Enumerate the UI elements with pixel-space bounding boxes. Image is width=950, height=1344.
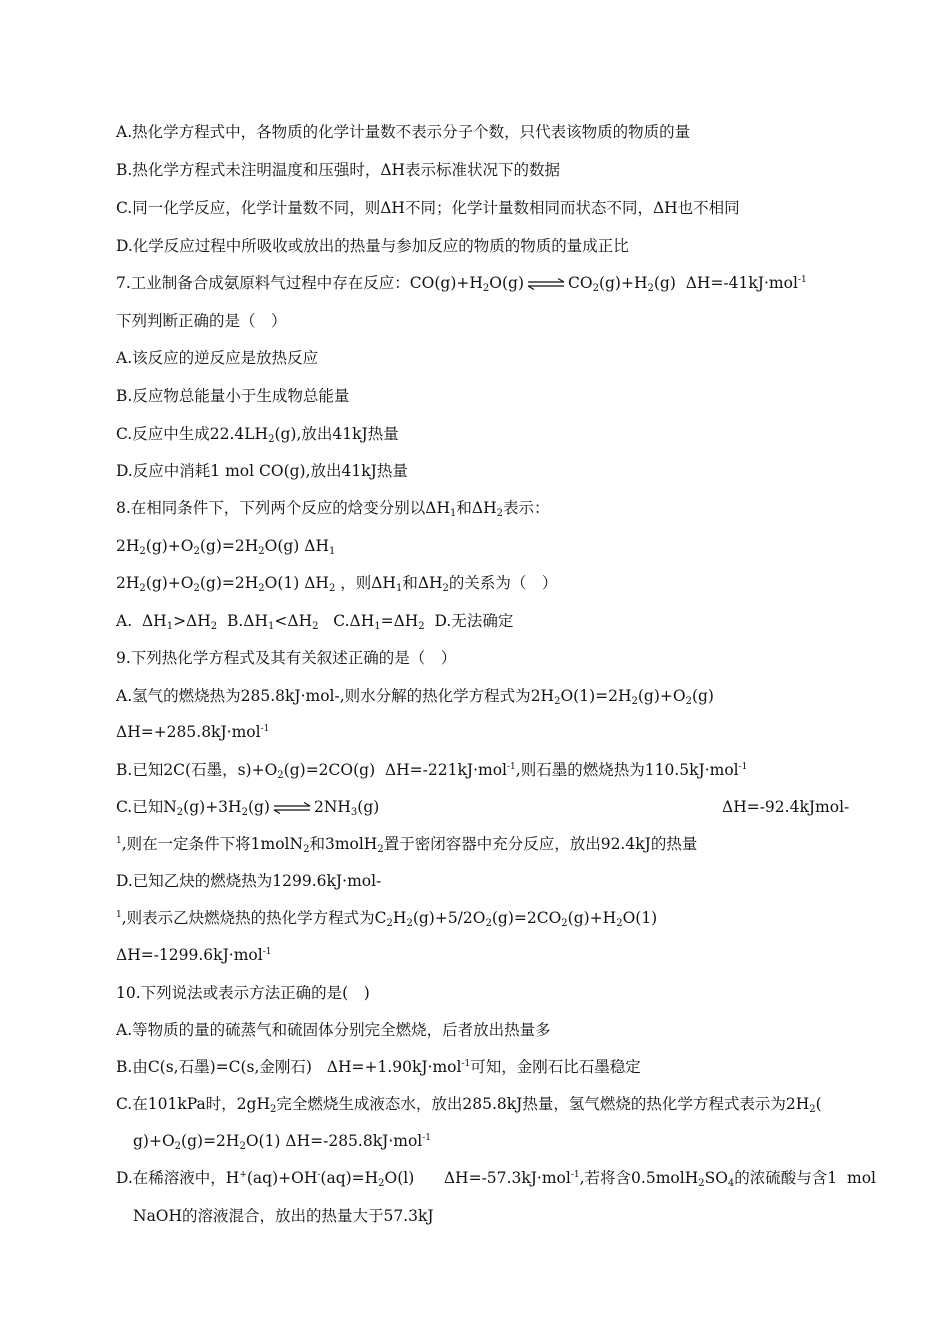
q8-options: A. $\Delta H_1>\Delta H_2$ $B.\Delta H_1<\Delta H_2$ $C.\Delta H_1=\Delta H_2$ D.无法确定 [116,612,514,632]
q7-ask: 下列判断正确的是（ ） [116,312,287,330]
q6-option-c: C.同一化学反应，化学计量数不同，则ΔH不同；化学计量数相同而状态不同，ΔH也不相同 [116,199,740,217]
q9-option-c-dh: ΔH=-92.4kJmol- [722,798,850,816]
q10-option-d: D.在稀溶液中，$H^+(aq)+OH^-(aq)=H_2O(l)$ ΔH=-57.3kJ·mol$^{-1}$,若将含$0.5molH_2SO_4$的浓硫酸与含1 mol [116,1169,876,1189]
q6-option-a: A.热化学方程式中，各物质的化学计量数不表示分子个数，只代表该物质的物质的量 [116,123,691,141]
q6-option-d: D.化学反应过程中所吸收或放出的热量与参加反应的物质的物质的量成正比 [116,237,629,255]
q7-option-b: B.反应物总能量小于生成物总能量 [116,387,350,405]
q8-reaction-1: $2H_2(g)+O_2(g)=2H_2O(g)$ $\Delta H_1$ [116,537,336,557]
q10-option-a: A.等物质的量的硫蒸气和硫固体分别完全燃烧，后者放出热量多 [116,1021,551,1039]
q7-option-c: C.反应中生成$22.4LH_2(g)$,放出41kJ热量 [116,425,399,445]
q10-option-c-cont: $g)+O_2(g)=2H_2O(1)$ ΔH=-285.8kJ·mol$^{-1}$ [133,1132,432,1152]
q8-stem: 8.在相同条件下，下列两个反应的焓变分别以$\Delta H_1$和$\Delta H_2$表示： [116,499,550,519]
q7-option-d: D.反应中消耗1 mol CO(g),放出41kJ热量 [116,462,408,480]
q7-stem: 7.工业制备合成氨原料气过程中存在反应：$CO(g)+H_2O(g)$ $CO_2(g)+H_2(g)$ ΔH=-41kJ·mol$^{-1}$ [116,274,807,294]
q9-option-d-dh: ΔH=-1299.6kJ·mol$^{-1}$ [116,946,272,964]
q8-reaction-2: $2H_2(g)+O_2(g)=2H_2O(1)$ $\Delta H_2$ ，则$\Delta H_1$和$\Delta H_2$的关系为（ ） [116,574,558,594]
equilibrium-arrow-icon [526,277,566,291]
equilibrium-arrow-icon [272,801,312,815]
q10-stem: 10.下列说法或表示方法正确的是( ) [116,984,370,1002]
q10-option-b: B.由C(s,石墨)=C(s,金刚石) ΔH=+1.90kJ·mol$^{-1}$可知，金刚石比石墨稳定 [116,1058,641,1076]
q9-option-c: C.已知$N_2(g)+3H_2(g)$ $2NH_3(g)$ [116,798,380,818]
q9-option-d-cont: $^1$,则表示乙炔燃烧热的热化学方程式为$C_2H_2(g)+5/2O_2(g)=2CO_2(g)+H_2O(1)$ [116,909,658,929]
q9-option-c-cont: $^1$,则在一定条件下将1molN$_2$和3molH$_2$置于密闭容器中充分反应，放出92.4kJ的热量 [116,835,698,855]
q9-option-a: A.氢气的燃烧热为285.8kJ·mol-,则水分解的热化学方程式为$2H_2O(1)=2H_2(g)+O_2(g)$ [116,687,714,707]
q9-option-a-dh: ΔH=+285.8kJ·mol$^{-1}$ [116,723,270,741]
q10-option-d-cont: NaOH的溶液混合，放出的热量大于57.3kJ [133,1207,434,1225]
q9-option-d: D.已知乙炔的燃烧热为1299.6kJ·mol- [116,872,382,890]
q7-option-a: A.该反应的逆反应是放热反应 [116,349,319,367]
q9-stem: 9.下列热化学方程式及其有关叙述正确的是（ ） [116,649,457,667]
q10-option-c: C.在101kPa时，$2gH_2$完全燃烧生成液态水，放出285.8kJ热量，氢气燃烧的热化学方程式表示为$2H_2$( [116,1095,822,1115]
q6-option-b: B.热化学方程式未注明温度和压强时，ΔH表示标准状况下的数据 [116,161,561,179]
q9-option-b: B.已知2C(石墨，$s)+O_2(g)=2CO(g)$ ΔH=-221kJ·mol$^{-1}$,则石墨的燃烧热为110.5kJ·mol$^{-1}$ [116,761,748,781]
